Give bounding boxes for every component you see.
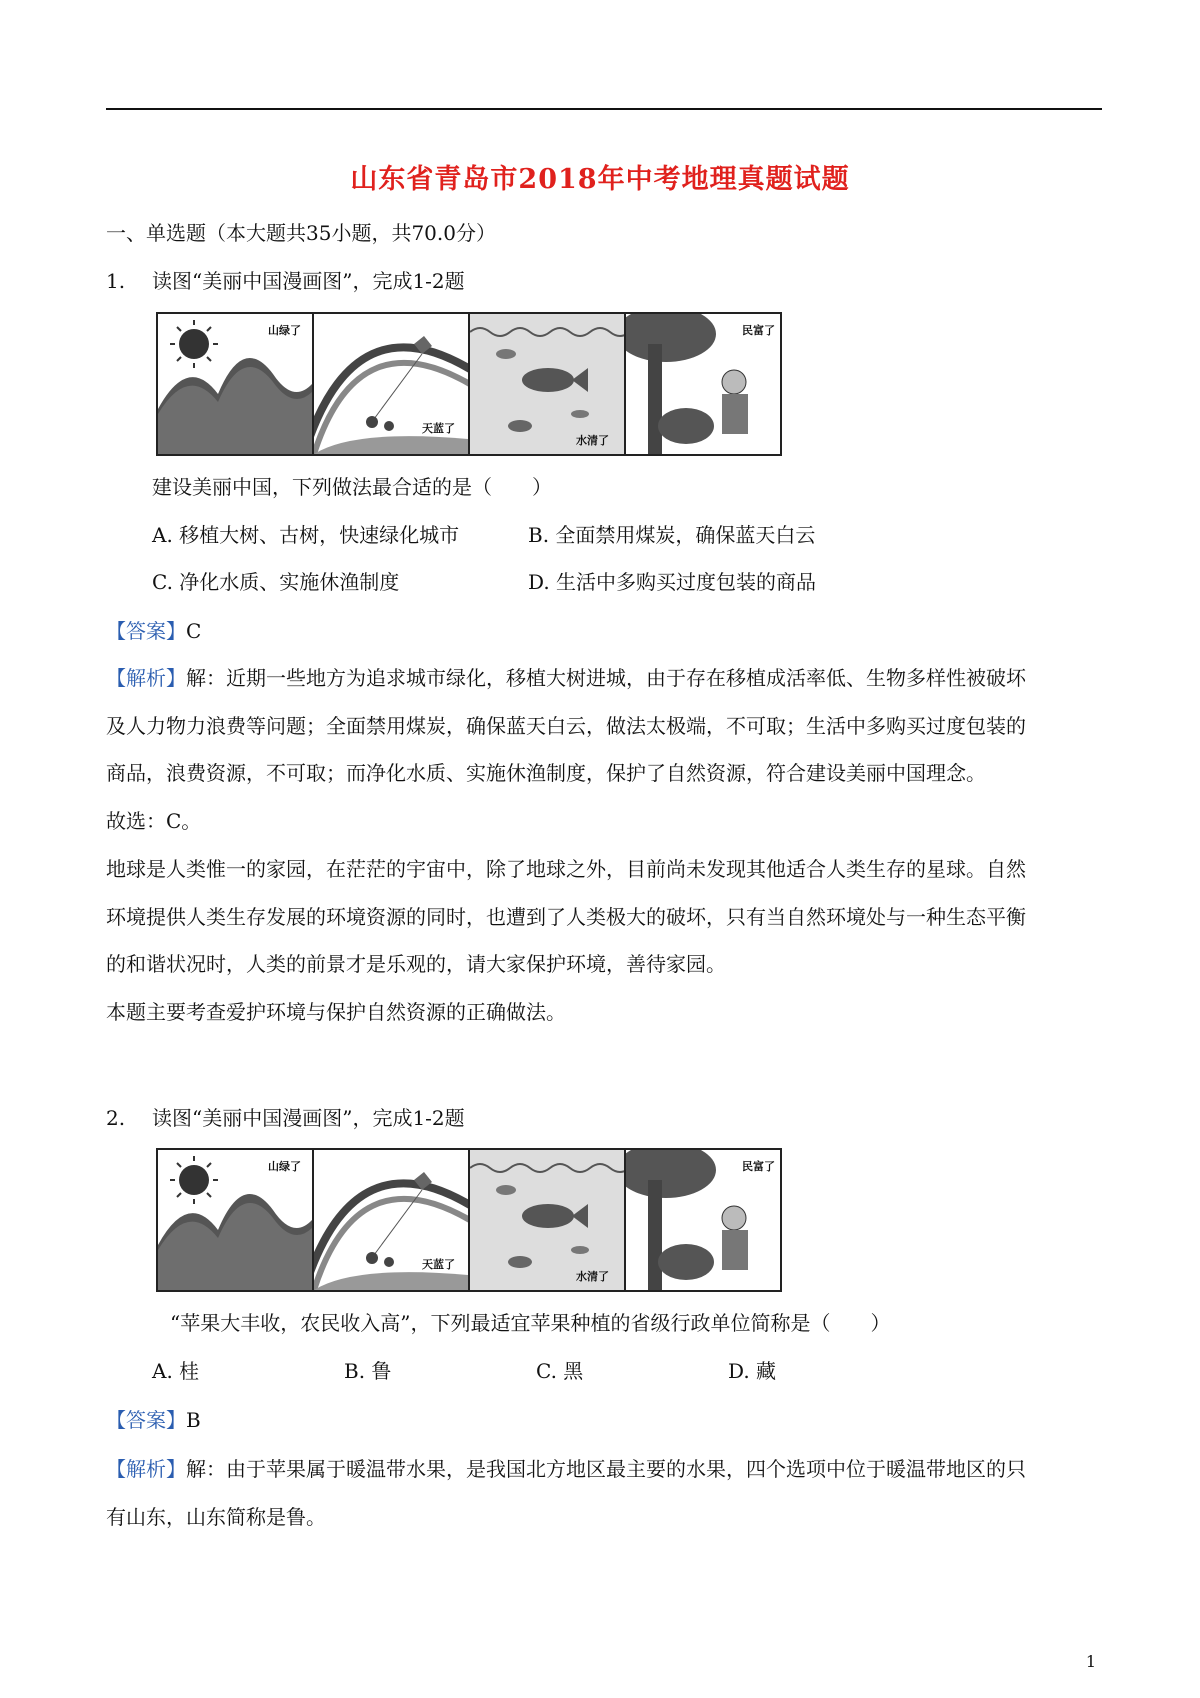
q2-analysis-line-1 [106, 1456, 1026, 1482]
q1-option-b: B. 全面禁用煤炭，确保蓝天白云 [528, 523, 816, 547]
comic-label-1: 山绿了 [268, 324, 301, 337]
q2-number: 2. [106, 1106, 126, 1130]
q1-number: 1. [106, 269, 126, 293]
q1-analysis-line-6: 环境提供人类生存发展的环境资源的同时，也遭到了人类极大的破坏，只有当自然环境处与一种生态平衡 [106, 905, 1026, 929]
answer-value: C [186, 619, 202, 643]
q1-analysis-line-4: 故选：C。 [106, 809, 202, 833]
q1-comic-image [156, 312, 820, 458]
q2-option-d: D. 藏 [728, 1359, 777, 1383]
q2-comic-image [156, 1148, 820, 1294]
q1-analysis-line-8: 本题主要考查爱护环境与保护自然资源的正确做法。 [106, 1000, 566, 1024]
q2-answer [106, 1407, 201, 1433]
answer-tag: 【答案】 [106, 619, 186, 643]
page-title: 山东省青岛市2018年中考地理真题试题 [350, 164, 850, 195]
q1-option-c: C. 净化水质、实施休渔制度 [152, 570, 400, 594]
comic-panel-sky [312, 1148, 470, 1292]
q1-analysis-line-1 [106, 665, 1026, 691]
comic-label-4: 民富了 [742, 1160, 775, 1173]
comic-panel-sky [312, 312, 470, 456]
q1-stem: 建设美丽中国，下列做法最合适的是（ ） [152, 475, 552, 499]
comic-panel-mountains [156, 312, 314, 456]
comic-label-3: 水清了 [576, 434, 609, 447]
analysis-text: 解：近期一些地方为追求城市绿化，移植大树进城，由于存在移植成活率低、生物多样性被破坏 [186, 666, 1026, 690]
q1-answer [106, 618, 201, 644]
q2-stem: “苹果大丰收，农民收入高”，下列最适宜苹果种植的省级行政单位简称是（ ） [170, 1311, 891, 1335]
comic-label-1: 山绿了 [268, 1160, 301, 1173]
q1-option-a: A. 移植大树、古树，快速绿化城市 [152, 523, 460, 547]
comic-panel-water [468, 1148, 626, 1292]
answer-value: B [186, 1408, 201, 1432]
page-number: 1 [1085, 1652, 1096, 1671]
header-rule [106, 108, 1102, 110]
comic-label-4: 民富了 [742, 324, 775, 337]
section-heading: 一、单选题（本大题共35小题，共70.0分） [106, 221, 496, 245]
q2-option-a: A. 桂 [152, 1359, 200, 1383]
q2-option-b: B. 鲁 [344, 1359, 392, 1383]
comic-label-2: 天蓝了 [422, 422, 455, 435]
q1-analysis-line-2: 及人力物力浪费等问题；全面禁用煤炭，确保蓝天白云，做法太极端，不可取；生活中多购买过度包装的 [106, 714, 1026, 738]
q1-prompt: 读图“美丽中国漫画图”，完成1-2题 [152, 269, 465, 293]
analysis-tag: 【解析】 [106, 1457, 186, 1481]
q1-analysis-line-7: 的和谐状况时，人类的前景才是乐观的，请大家保护环境，善待家园。 [106, 952, 726, 976]
q1-analysis-line-5: 地球是人类惟一的家园，在茫茫的宇宙中，除了地球之外，目前尚未发现其他适合人类生存的星球。自然 [106, 857, 1026, 881]
comic-label-3: 水清了 [576, 1270, 609, 1283]
comic-panel-harvest [624, 1148, 782, 1292]
q1-analysis-line-3: 商品，浪费资源，不可取；而净化水质、实施休渔制度，保护了自然资源，符合建设美丽中国理念。 [106, 761, 986, 785]
comic-label-2: 天蓝了 [422, 1258, 455, 1271]
answer-tag: 【答案】 [106, 1408, 186, 1432]
comic-panel-water [468, 312, 626, 456]
q2-analysis-line-2: 有山东，山东简称是鲁。 [106, 1505, 326, 1529]
q2-prompt: 读图“美丽中国漫画图”，完成1-2题 [152, 1106, 465, 1130]
comic-panel-harvest [624, 312, 782, 456]
q2-option-c: C. 黑 [536, 1359, 584, 1383]
analysis-text: 解：由于苹果属于暖温带水果，是我国北方地区最主要的水果，四个选项中位于暖温带地区的只 [186, 1457, 1026, 1481]
comic-panel-mountains [156, 1148, 314, 1292]
analysis-tag: 【解析】 [106, 666, 186, 690]
q1-option-d: D. 生活中多购买过度包装的商品 [528, 570, 817, 594]
